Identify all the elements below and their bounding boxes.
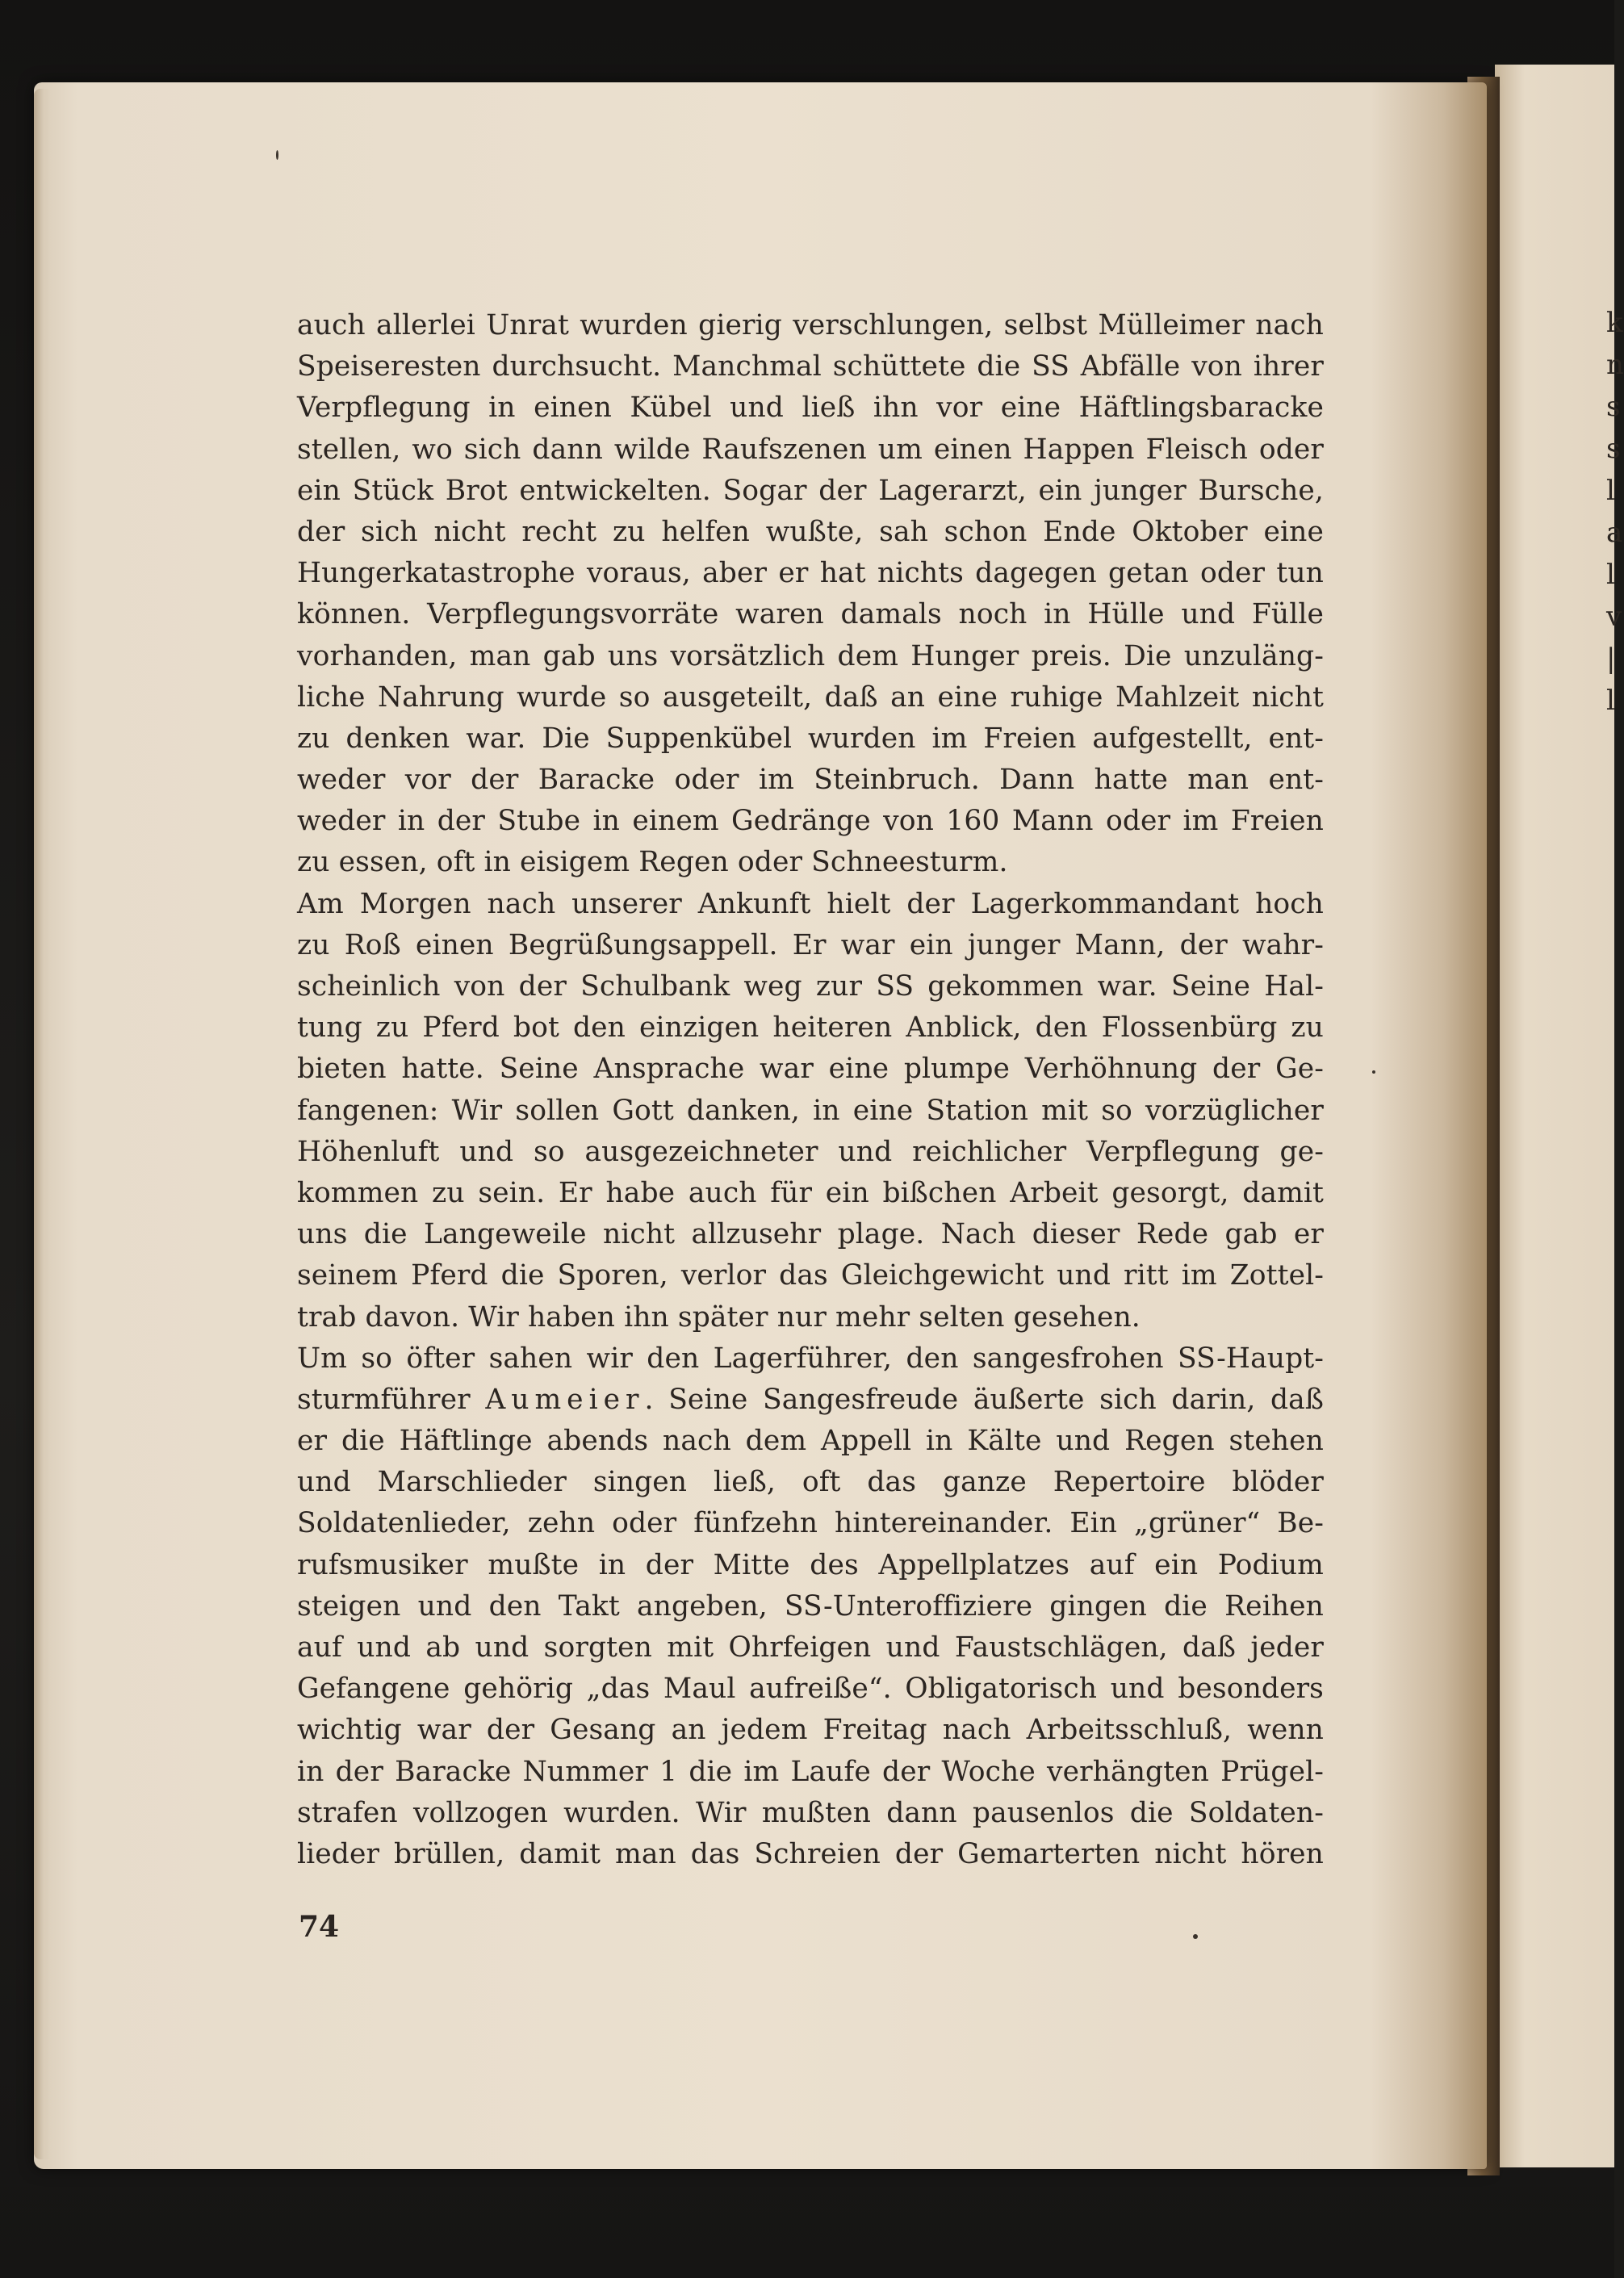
text-line: Am Morgen nach unserer Ankunft hielt der Lagerkommandant hoch bbox=[297, 887, 1324, 920]
body-text bbox=[297, 305, 1324, 1875]
text-line: liche Nahrung wurde so ausgeteilt, daß an eine ruhige Mahlzeit nicht bbox=[297, 680, 1324, 714]
text-line: Gefangene gehörig „das Maul aufreiße“. Obligatorisch und besonders bbox=[297, 1673, 1324, 1706]
text-line: weder in der Stube in einem Gedränge von 160 Mann oder im Freien bbox=[297, 805, 1324, 838]
text-line: bieten hatte. Seine Ansprache war eine plumpe Verhöhnung der Ge- bbox=[297, 1053, 1324, 1086]
text-line: tung zu Pferd bot den einzigen heiteren Anblick, den Flossenbürg zu bbox=[297, 1011, 1324, 1045]
text-line: Speiseresten durchsucht. Manchmal schüttete die SS Abfälle von ihrer bbox=[297, 350, 1324, 383]
text-line: lieder brüllen, damit man das Schreien der Gemarterten nicht hören bbox=[297, 1837, 1324, 1870]
text-line: scheinlich von der Schulbank weg zur SS gekommen war. Seine Hal- bbox=[297, 970, 1324, 1003]
text-line: stellen, wo sich dann wilde Raufszenen um einen Happen Fleisch oder bbox=[297, 433, 1324, 466]
text-line: rufsmusiker mußte in der Mitte des Appellplatzes auf ein Podium bbox=[297, 1548, 1324, 1581]
text-line: zu Roß einen Begrüßungsappell. Er war ein junger Mann, der wahr- bbox=[297, 928, 1324, 961]
text-line: fangenen: Wir sollen Gott danken, in eine Station mit so vorzüglicher bbox=[297, 1094, 1324, 1127]
text-line: uns die Langeweile nicht allzusehr plage. Nach dieser Rede gab er bbox=[297, 1218, 1324, 1251]
page-number: 74 bbox=[299, 1910, 340, 1944]
next-page-fragment: l bbox=[1606, 475, 1615, 507]
paper-speck bbox=[276, 150, 278, 160]
text-line: in der Baracke Nummer 1 die im Laufe der Woche verhängten Prügel- bbox=[297, 1755, 1324, 1788]
text-line-with-name bbox=[297, 1380, 1324, 1421]
text-line: und Marschlieder singen ließ, oft das ganze Repertoire blöder bbox=[297, 1466, 1324, 1499]
next-page-fragment: n bbox=[1606, 349, 1624, 381]
text-fragment: . Seine Sangesfreude äußerte sich darin, daß bbox=[644, 1383, 1324, 1416]
next-page-edge bbox=[1495, 65, 1624, 2167]
text-line: auf und ab und sorgten mit Ohrfeigen und Faustschlägen, daß jeder bbox=[297, 1631, 1324, 1664]
text-line: Soldatenlieder, zehn oder fünfzehn hintereinander. Ein „grüner“ Be- bbox=[297, 1507, 1324, 1540]
text-fragment: sturmführer bbox=[297, 1383, 486, 1416]
paper-speck bbox=[1193, 1934, 1198, 1939]
text-line: strafen vollzogen wurden. Wir mußten dann pausenlos die Soldaten- bbox=[297, 1796, 1324, 1829]
text-line: kommen zu sein. Er habe auch für ein bißchen Arbeit gesorgt, damit bbox=[297, 1176, 1324, 1209]
text-line: auch allerlei Unrat wurden gierig verschlungen, selbst Mülleimer nach bbox=[297, 309, 1324, 341]
text-line: vorhanden, man gab uns vorsätzlich dem Hunger preis. Die unzuläng- bbox=[297, 639, 1324, 672]
text-line: Höhenluft und so ausgezeichneter und reichlicher Verpflegung ge- bbox=[297, 1135, 1324, 1168]
text-line: weder vor der Baracke oder im Steinbruch. Dann hatte man ent- bbox=[297, 764, 1324, 797]
text-line: trab davon. Wir haben ihn später nur mehr selten gesehen. bbox=[297, 1300, 1141, 1334]
text-line: Um so öfter sahen wir den Lagerführer, den sangesfrohen SS-Haupt- bbox=[297, 1342, 1324, 1375]
text-line: zu denken war. Die Suppenkübel wurden im Freien aufgestellt, ent- bbox=[297, 722, 1324, 755]
text-line: ein Stück Brot entwickelten. Sogar der Lagerarzt, ein junger Bursche, bbox=[297, 474, 1324, 507]
next-page-fragment: k bbox=[1606, 307, 1623, 339]
text-line: der sich nicht recht zu helfen wußte, sah schon Ende Oktober eine bbox=[297, 515, 1324, 548]
text-line: seinem Pferd die Sporen, verlor das Gleichgewicht und ritt im Zottel- bbox=[297, 1259, 1324, 1292]
next-page-fragment: s bbox=[1606, 433, 1621, 465]
next-page-fragment: a bbox=[1606, 517, 1623, 549]
spaced-name: Aumeier bbox=[485, 1383, 645, 1416]
paper-speck bbox=[1372, 1070, 1375, 1074]
text-line: zu essen, oft in eisigem Regen oder Schneesturm. bbox=[297, 846, 1008, 879]
text-line: wichtig war der Gesang an jedem Freitag nach Arbeitsschluß, wenn bbox=[297, 1714, 1324, 1747]
next-page-fragment: | bbox=[1606, 643, 1616, 675]
page-edge-left bbox=[34, 89, 50, 2159]
next-page-fragment: l bbox=[1606, 685, 1615, 717]
next-page-fragment: s bbox=[1606, 391, 1621, 423]
text-line: steigen und den Takt angeben, SS-Unteroffiziere gingen die Reihen bbox=[297, 1589, 1324, 1623]
text-line: er die Häftlinge abends nach dem Appell in Kälte und Regen stehen bbox=[297, 1425, 1324, 1458]
text-line: Verpflegung in einen Kübel und ließ ihn vor eine Häftlingsbaracke bbox=[297, 392, 1324, 425]
next-page-fragment: l bbox=[1606, 559, 1615, 591]
next-page-fragment: v bbox=[1606, 601, 1622, 633]
text-line: können. Verpflegungsvorräte waren damals noch in Hülle und Fülle bbox=[297, 598, 1324, 631]
text-line: Hungerkatastrophe voraus, aber er hat nichts dagegen getan oder tun bbox=[297, 557, 1324, 590]
